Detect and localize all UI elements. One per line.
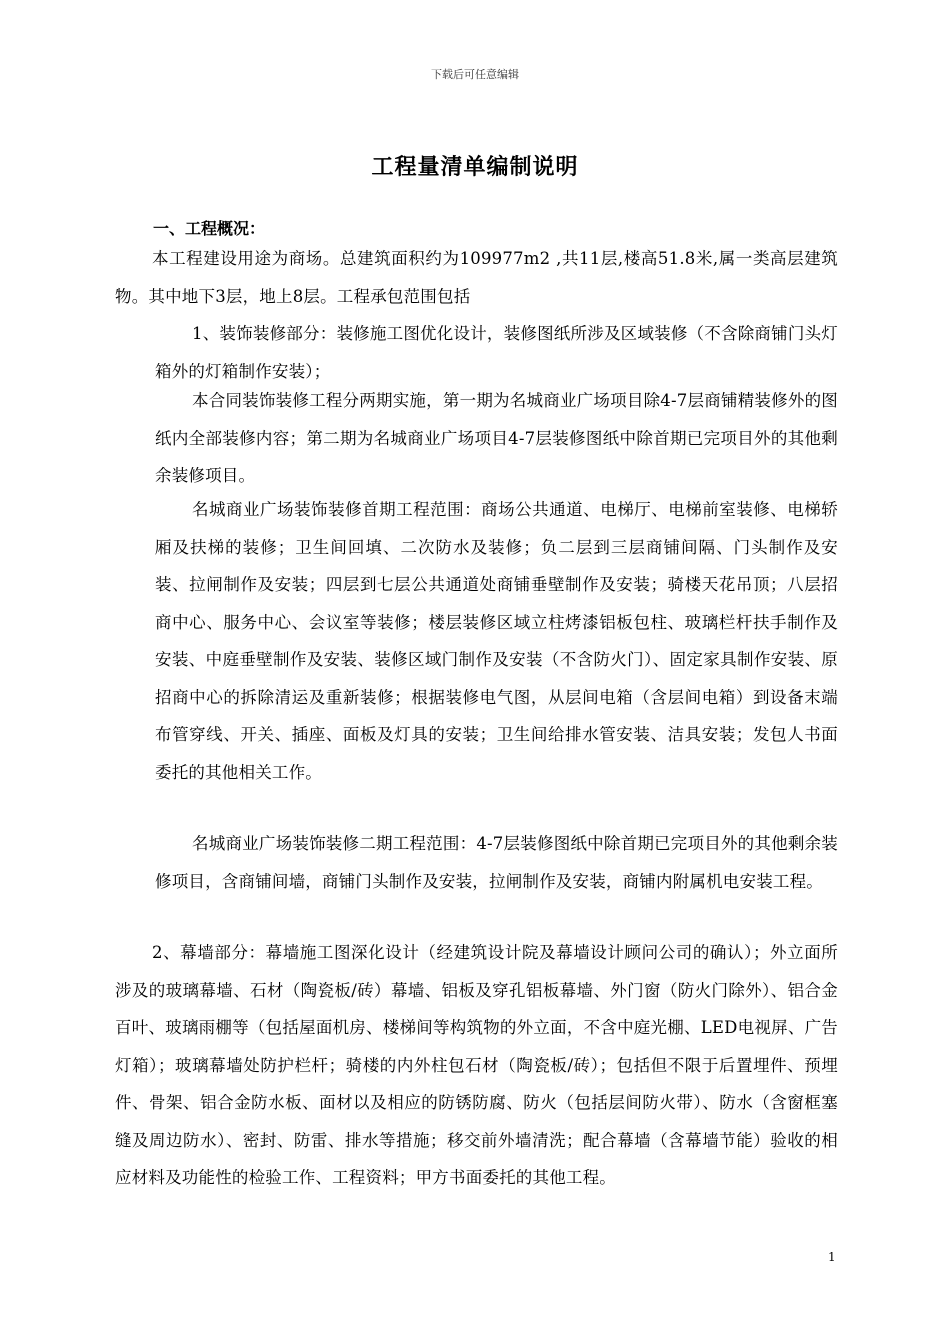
decoration-phase-1-paragraph: 名城商业广场装饰装修首期工程范围：商场公共通道、电梯厅、电梯前室装修、电梯轿厢及扶梯的装修；卫生间回填、二次防水及装修；负二层到三层商铺间隔、门头制作及安装、拉闸制作及安装；四层到七层公共通道处商铺垂壁制作及安装；骑楼天花吊顶；八层招商中心、服务中心、会议室等装修；楼层装修区域立柱烤漆铝板包柱、玻璃栏杆扶手制作及安装、中庭垂壁制作及安装、装修区域门制作及安装（不含防火门）、固定家具制作安装、原招商中心的拆除清运及重新装修；根据装修电气图，从层间电箱（含层间电箱）到设备末端布管穿线、开关、插座、面板及灯具的安装；卫生间给排水管安装、洁具安装；发包人书面委托的其他相关工作。 xyxy=(155,500,838,782)
decoration-phases-paragraph: 本合同装饰装修工程分两期实施，第一期为名城商业广场项目除4-7层商铺精装修外的图纸内全部装修内容；第二期为名城商业广场项目4-7层装修图纸中除首期已完项目外的其他剩余装修项目。 xyxy=(155,391,838,485)
overview-paragraph: 本工程建设用途为商场。总建筑面积约为109977m2 ,共11层,楼高51.8米,属一类高层建筑物。其中地下3层，地上8层。工程承包范围包括 xyxy=(115,249,838,306)
page-number: 1 xyxy=(828,1250,836,1264)
section-heading-overview: 一、工程概况： xyxy=(153,219,266,238)
decoration-item-paragraph: 1、装饰装修部分：装修施工图优化设计，装修图纸所涉及区域装修（不含除商铺门头灯箱外的灯箱制作安装）； xyxy=(155,324,838,381)
curtain-wall-paragraph: 2、幕墙部分：幕墙施工图深化设计（经建筑设计院及幕墙设计顾问公司的确认）；外立面所涉及的玻璃幕墙、石材（陶瓷板/砖）幕墙、铝板及穿孔铝板幕墙、外门窗（防火门除外）、铝合金百叶、玻璃雨棚等（包括屋面机房、楼梯间等构筑物的外立面，不含中庭光棚、LED电视屏、广告灯箱）；玻璃幕墙处防护栏杆；骑楼的内外柱包石材（陶瓷板/砖）；包括但不限于后置埋件、预埋件、骨架、铝合金防水板、面材以及相应的防锈防腐、防火（包括层间防火带）、防水（含窗框塞缝及周边防水）、密封、防雷、排水等措施；移交前外墙清洗；配合幕墙（含幕墙节能）验收的相应材料及功能性的检验工作、工程资料；甲方书面委托的其他工程。 xyxy=(115,943,838,1187)
decoration-phase-2-paragraph: 名城商业广场装饰装修二期工程范围：4-7层装修图纸中除首期已完项目外的其他剩余装修项目，含商铺间墙，商铺门头制作及安装，拉闸制作及安装，商铺内附属机电安装工程。 xyxy=(155,834,838,891)
header-note: 下载后可任意编辑 xyxy=(431,68,519,81)
document-title: 工程量清单编制说明 xyxy=(371,154,579,180)
